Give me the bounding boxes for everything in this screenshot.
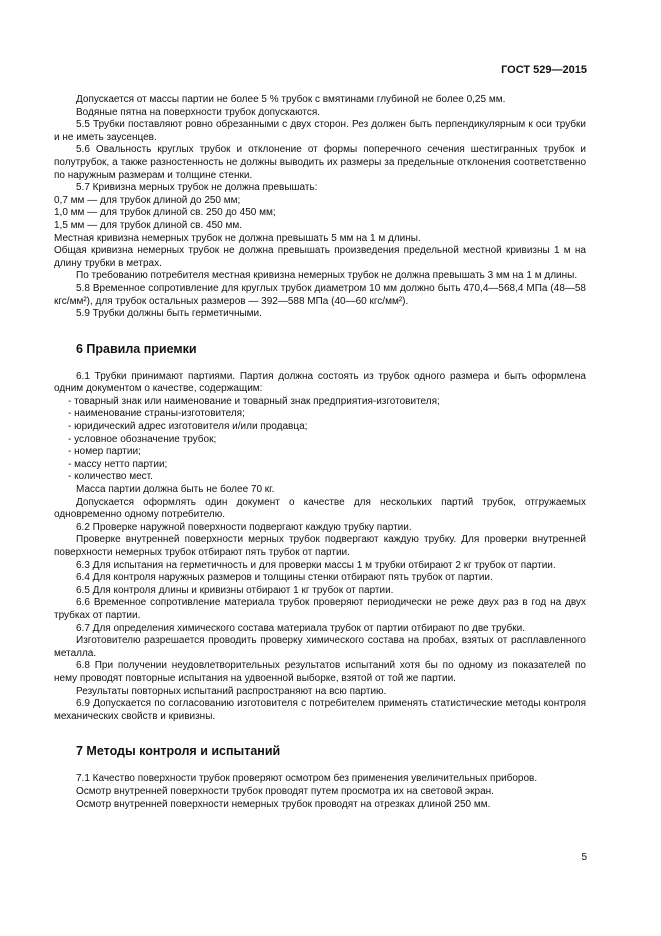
paragraph: Осмотр внутренней поверхности трубок проводят путем просмотра их на световой экран. [76, 785, 494, 797]
paragraph: 6.7 Для определения химического состава материала трубок от партии отбирают по две трубки. [76, 622, 525, 634]
paragraph: По требованию потребителя местная кривизна немерных трубок не должна превышать 3 мм на 1 м длины. [76, 270, 578, 282]
paragraph: 5.9 Трубки должны быть герметичными. [76, 308, 262, 320]
paragraph: Результаты повторных испытаний распространяют на всю партию. [76, 685, 387, 697]
list-item: - товарный знак или наименование и товарный знак предприятия-изготовителя; [68, 395, 440, 407]
list-item: - номер партии; [68, 446, 141, 458]
page-number: 5 [581, 852, 587, 863]
paragraph: Проверке внутренней поверхности мерных трубок подвергают каждую трубку. Для проверки внутренней поверхности немерных трубок отбирают пять трубок от партии. [54, 534, 586, 558]
paragraph: Допускается от массы партии не более 5 % трубок с вмятинами глубиной не более 0,25 мм. [76, 94, 506, 105]
list-item: - количество мест. [68, 471, 153, 483]
paragraph: 5.5 Трубки поставляют ровно обрезанными с двух сторон. Рез должен быть перпендикулярным к оси трубки и не иметь заусенцев. [54, 119, 586, 143]
paragraph: Изготовителю разрешается проводить проверку химического состава на пробах, взятых от расплавленного металла. [54, 635, 586, 659]
paragraph: 0,7 мм — для трубок длиной до 250 мм; [54, 194, 241, 206]
document-body [54, 94, 586, 811]
paragraph: 5.8 Временное сопротивление для круглых трубок диаметром 10 мм должно быть 470,4—568,4 МПа (48—58 кгс/мм²), для трубок остальных размеров — 392—588 МПа (40—60 кгс/мм²). [54, 282, 586, 307]
paragraph: Масса партии должна быть не более 70 кг. [76, 484, 275, 496]
paragraph: 6.4 Для контроля наружных размеров и толщины стенки отбирают пять трубок от партии. [76, 572, 493, 584]
paragraph: 7.1 Качество поверхности трубок проверяют осмотром без применения увеличительных приборов. [76, 773, 538, 785]
paragraph: 6.6 Временное сопротивление материала трубок проверяют периодически не реже двух раз в год на двух трубках от партии. [54, 597, 586, 621]
document-code: ГОСТ 529—2015 [501, 64, 587, 76]
list-item: - условное обозначение трубок; [68, 433, 217, 445]
paragraph: Осмотр внутренней поверхности немерных трубок проводят на отрезках длиной 250 мм. [76, 798, 491, 810]
list-item: - наименование страны-изготовителя; [68, 408, 245, 420]
paragraph: 5.6 Овальность круглых трубок и отклонение от формы поперечного сечения шестигранных трубок и полутрубок, а также разностенность не должны выводить их размеры за предельные отклонения соответственно по наружным размерам и толщине стенки. [54, 144, 586, 181]
paragraph: 6.2 Проверке наружной поверхности подвергают каждую трубку партии. [76, 521, 412, 533]
paragraph: Общая кривизна немерных трубок не должна превышать произведения предельной местной кривизны 1 м на длину трубки в метрах. [54, 245, 586, 269]
paragraph: 1,5 мм — для трубок длиной св. 450 мм. [54, 219, 242, 231]
paragraph: 6.8 При получении неудовлетворительных результатов испытаний хотя бы по одному из показателей по нему проводят повторные испытания на удвоенной выборке, взятой от той же партии. [54, 660, 586, 684]
section-heading: 6 Правила приемки [76, 341, 197, 356]
paragraph: 6.1 Трубки принимают партиями. Партия должна состоять из трубок одного размера и быть оформлена одним документом о качестве, содержащим: [54, 370, 586, 395]
paragraph: 1,0 мм — для трубок длиной св. 250 до 450 мм; [54, 207, 276, 219]
list-item: - массу нетто партии; [68, 458, 168, 470]
paragraph: Водяные пятна на поверхности трубок допускаются. [76, 106, 321, 118]
paragraph: Местная кривизна немерных трубок не должна превышать 5 мм на 1 м длины. [54, 232, 421, 244]
paragraph: Допускается оформлять один документ о качестве для нескольких партий трубок, отгружаемых одновременно одному потребителю. [54, 496, 586, 521]
paragraph: 6.5 Для контроля длины и кривизны отбирают 1 кг трубок от партии. [76, 584, 394, 596]
section-heading: 7 Методы контроля и испытаний [76, 744, 281, 759]
paragraph: 6.9 Допускается по согласованию изготовителя с потребителем применять статистические методы контроля механических свойств и кривизны. [54, 698, 586, 722]
paragraph: 6.3 Для испытания на герметичность и для проверки массы 1 м трубки отбирают 2 кг трубок от партии. [76, 559, 556, 571]
paragraph: 5.7 Кривизна мерных трубок не должна превышать: [76, 182, 318, 194]
list-item: - юридический адрес изготовителя и/или продавца; [68, 421, 308, 433]
